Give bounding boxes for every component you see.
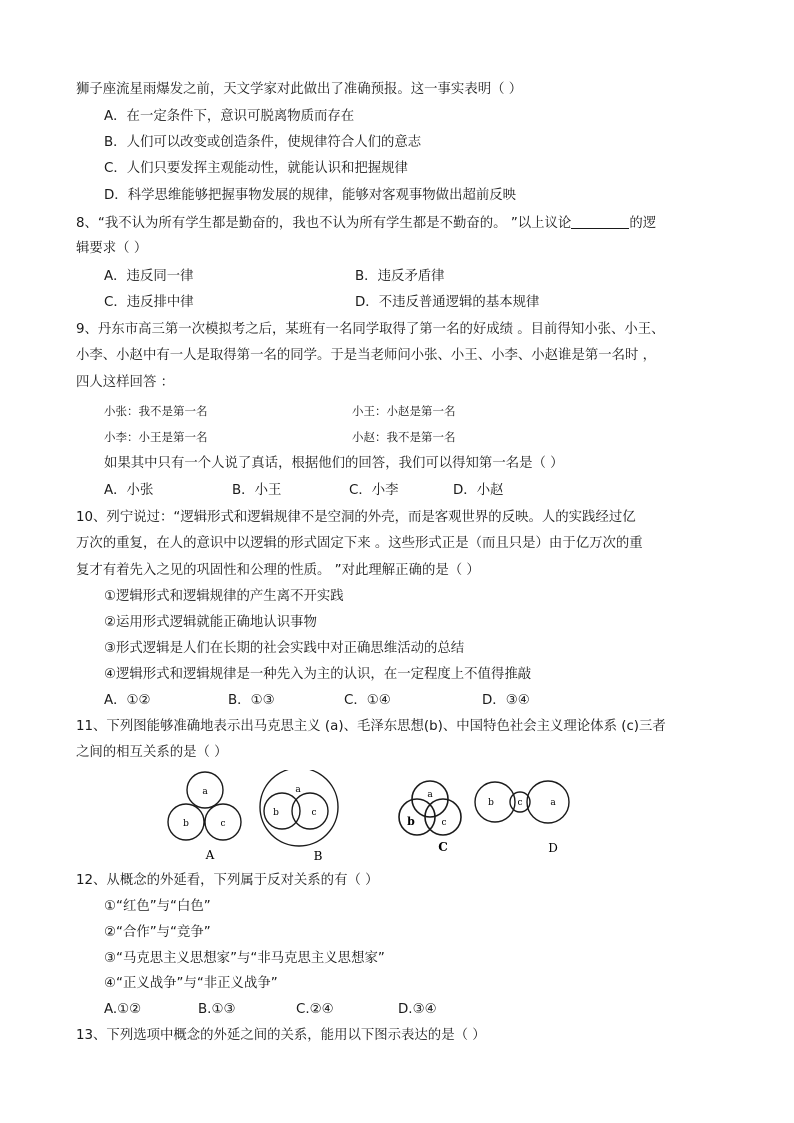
q8-option-a[interactable]: A．违反同一律 [104,269,194,284]
q12-statement-2: ②“合作”与“竞争” [104,925,211,940]
figure-a-letter-b: b [183,819,189,829]
q7-stem: 狮子座流星雨爆发之前，天文学家对此做出了准确预报。这一事实表明（ ） [76,82,523,97]
q10-option-d[interactable]: D．③④ [482,693,530,708]
q7-option-d[interactable]: D．科学思维能够把握事物发展的规律，能够对客观事物做出超前反映 [104,188,517,203]
q9-stem-line2: 小李、小赵中有一人是取得第一名的同学。于是当老师问小张、小王、小李、小赵谁是第一名时 ， [76,348,657,363]
figure-c-letter-b: b [407,815,415,828]
q8-stem-part2: 的逻 [629,216,657,231]
q11-figure-d[interactable] [475,781,569,855]
q9-option-b[interactable]: B．小王 [232,483,282,498]
q9-option-a[interactable]: A．小张 [104,483,154,498]
q10-statement-1: ①逻辑形式和逻辑规律的产生离不开实践 [104,589,344,604]
q10-stem-line1: 10、列宁说过：“逻辑形式和逻辑规律不是空洞的外壳，而是客观世界的反映。人的实践经过亿 [76,510,636,525]
figure-b-letter-c: c [311,808,317,818]
q7-option-b[interactable]: B．人们可以改变或创造条件，使规律符合人们的意志 [104,135,422,150]
figure-d-label: D [548,841,558,855]
q12-statement-4: ④“正义战争”与“非正义战争” [104,976,278,991]
q9-stem-line4: 如果其中只有一个人说了真话，根据他们的回答，我们可以得知第一名是（ ） [104,456,564,471]
q10-option-c[interactable]: C．①④ [344,693,391,708]
figure-a-label: A [205,848,215,862]
q10-stem-line2: 万次的重复，在人的意识中以逻辑的形式固定下来 。这些形式正是（而且只是）由于亿万次的重 [76,536,643,551]
q11-stem-line2: 之间的相互关系的是（ ） [76,745,228,760]
q10-statement-3: ③形式逻辑是人们在长期的社会实践中对正确思维活动的总结 [104,641,465,656]
q8-stem-part1: 8、“我不认为所有学生都是勤奋的，我也不认为所有学生都是不勤奋的。 ”以上议论 [76,216,572,231]
q8-option-d[interactable]: D．不违反普通逻辑的基本规律 [355,295,540,310]
q9-stem-line3: 四人这样回答 ： [76,375,174,390]
q10-stem-line3: 复才有着先入之见的巩固性和公理的性质。 ”对此理解正确的是（ ） [76,563,480,578]
figure-b-letter-b: b [273,808,279,818]
q8-option-b[interactable]: B．违反矛盾律 [355,269,445,284]
q8-answer-blank[interactable] [571,214,629,229]
q7-option-c[interactable]: C．人们只要发挥主观能动性，就能认识和把握规律 [104,161,408,176]
figure-c-letter-c: c [441,818,447,828]
q12-option-c[interactable]: C.②④ [296,1002,334,1017]
q7-option-a[interactable]: A．在一定条件下，意识可脱离物质而存在 [104,109,355,124]
q8-option-c[interactable]: C．违反排中律 [104,295,194,310]
figure-d-circle-b [475,782,515,822]
figure-b-circle-b [264,793,300,829]
q9-dialog-li: 小李：小王是第一名 [104,430,208,444]
q11-venn-figures [0,770,794,865]
q11-stem-line1: 11、下列图能够准确地表示出马克思主义 (a)、毛泽东思想(b)、中国特色社会主义理论体系 (c)三者 [76,719,666,734]
figure-a-letter-c: c [220,819,226,829]
q12-statement-1: ①“红色”与“白色” [104,899,211,914]
q9-stem-line1: 9、丹东市高三第一次模拟考之后，某班有一名同学取得了第一名的好成绩 。目前得知小张、小王、 [76,322,665,337]
figure-b-label: B [313,849,323,863]
figure-b-circle-c [292,793,328,829]
q10-statement-2: ②运用形式逻辑就能正确地认识事物 [104,615,317,630]
figure-d-letter-b: b [488,798,494,808]
figure-c-letter-a: a [427,790,433,800]
q12-option-a[interactable]: A.①② [104,1002,142,1017]
q12-statement-3: ③“马克思主义思想家”与“非马克思主义思想家” [104,951,385,966]
q13-stem: 13、下列选项中概念的外延之间的关系，能用以下图示表达的是（ ） [76,1028,486,1043]
q9-option-c[interactable]: C．小李 [349,483,399,498]
figure-d-letter-a: a [550,798,556,808]
q11-figure-b[interactable] [260,770,338,863]
q11-figure-c[interactable] [399,781,461,854]
figure-b-letter-a: a [295,785,301,795]
q10-statement-4: ④逻辑形式和逻辑规律是一种先入为主的认识，在一定程度上不值得推敲 [104,667,532,682]
figure-d-letter-c: c [517,798,523,808]
figure-c-label: C [438,840,448,854]
q9-dialog-zhang: 小张：我不是第一名 [104,404,208,418]
q12-option-d[interactable]: D.③④ [398,1002,437,1017]
q10-option-b[interactable]: B．①③ [228,693,275,708]
q9-option-d[interactable]: D．小赵 [453,483,504,498]
q12-stem: 12、从概念的外延看，下列属于反对关系的有（ ） [76,873,379,888]
q9-dialog-zhao: 小赵：我不是第一名 [352,430,456,444]
q11-figure-a[interactable] [168,772,241,862]
q8-stem-line2: 辑要求（ ） [76,241,148,256]
q8-stem-line1 [76,214,656,233]
figure-b-circle-a [260,770,338,846]
q10-option-a[interactable]: A．①② [104,693,151,708]
figure-a-letter-a: a [202,787,208,797]
q12-option-b[interactable]: B.①③ [198,1002,236,1017]
q9-dialog-wang: 小王：小赵是第一名 [352,404,456,418]
figure-d-circle-a [527,781,569,823]
